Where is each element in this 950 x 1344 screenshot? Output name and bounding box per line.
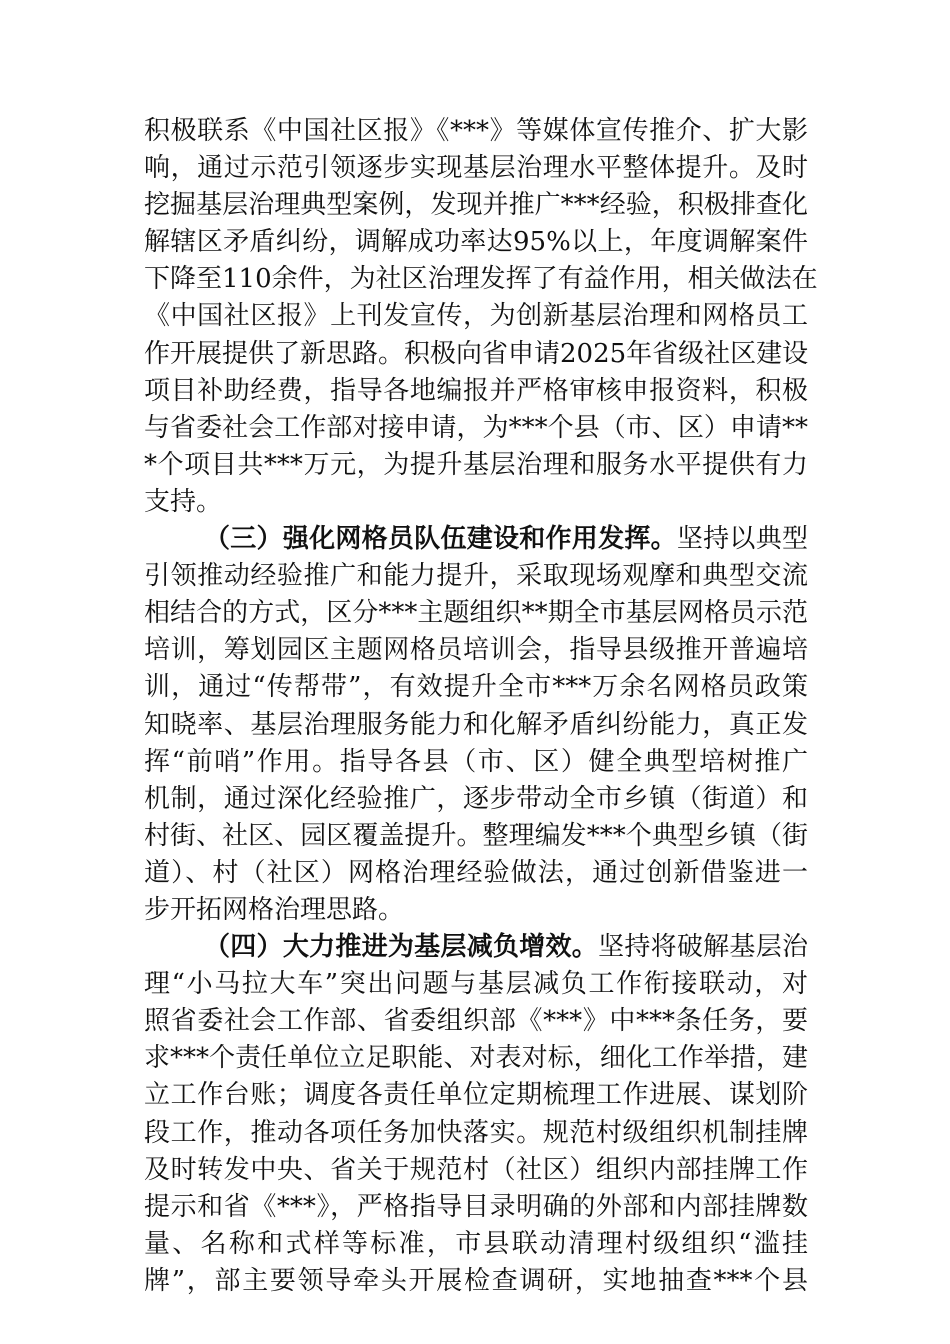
body-line: 机制，通过深化经验推广，逐步带动全市乡镇（街道）和 (144, 783, 808, 814)
body-line: 段工作，推动各项任务加快落实。规范村级组织机制挂牌 (144, 1117, 808, 1148)
body-line: 道）、村（社区）网格治理经验做法，通过创新借鉴进一 (144, 857, 808, 888)
body-text: 坚持以典型 (676, 524, 808, 555)
body-line: 下降至110余件，为社区治理发挥了有益作用，相关做法在 (144, 264, 818, 295)
body-line: 解辖区矛盾纠纷，调解成功率达95%以上，年度调解案件 (144, 227, 808, 258)
body-line: 牌”，部主要领导牵头开展检查调研，实地抽查***个县 (144, 1265, 808, 1296)
body-line: 求***个责任单位立足职能、对表对标，细化工作举措，建 (144, 1043, 808, 1074)
body-line: 提示和省《***》，严格指导目录明确的外部和内部挂牌数 (144, 1191, 808, 1222)
body-line: 知晓率、基层治理服务能力和化解矛盾纠纷能力，真正发 (144, 709, 808, 740)
body-line: 挥“前哨”作用。指导各县（市、区）健全典型培树推广 (144, 746, 808, 777)
body-line: 训，通过“传帮带”，有效提升全市***万余名网格员政策 (144, 672, 808, 703)
body-line: 响，通过示范引领逐步实现基层治理水平整体提升。及时 (144, 153, 808, 184)
body-line: 挖掘基层治理典型案例，发现并推广***经验，积极排查化 (144, 190, 808, 221)
document-body (144, 113, 818, 1300)
section-heading-line (144, 929, 808, 966)
body-line: 理“小马拉大车”突出问题与基层减负工作衔接联动，对 (144, 969, 808, 1000)
body-line: 作开展提供了新思路。积极向省申请2025年省级社区建设 (144, 338, 809, 369)
body-line: 《中国社区报》上刊发宣传，为创新基层治理和网格员工 (144, 301, 808, 332)
body-line: 培训，筹划园区主题网格员培训会，指导县级推开普遍培 (144, 635, 808, 666)
body-line: 支持。 (144, 486, 223, 517)
body-line: 项目补助经费，指导各地编报并严格审核申报资料，积极 (144, 375, 808, 406)
body-line: 照省委社会工作部、省委组织部《***》中***条任务，要 (144, 1006, 808, 1037)
section-heading: （三）强化网格员队伍建设和作用发挥。 (204, 524, 677, 555)
body-line: 村街、社区、园区覆盖提升。整理编发***个典型乡镇（街 (144, 820, 808, 851)
body-line: 步开拓网格治理思路。 (144, 894, 405, 925)
section-heading-line (144, 521, 808, 558)
body-line: 与省委社会工作部对接申请，为***个县（市、区）申请** (144, 412, 808, 443)
body-line: 引领推动经验推广和能力提升，采取现场观摩和典型交流 (144, 561, 808, 592)
body-line: 量、名称和式样等标准，市县联动清理村级组织“滥挂 (144, 1228, 808, 1259)
body-line: *个项目共***万元，为提升基层治理和服务水平提供有力 (144, 449, 808, 480)
body-line: 及时转发中央、省关于规范村（社区）组织内部挂牌工作 (144, 1154, 808, 1185)
body-line: 积极联系《中国社区报》《***》等媒体宣传推介、扩大影 (144, 116, 808, 146)
body-line: 立工作台账；调度各责任单位定期梳理工作进展、谋划阶 (144, 1080, 808, 1111)
body-text: 坚持将破解基层治 (598, 932, 808, 963)
body-line: 相结合的方式，区分***主题组织**期全市基层网格员示范 (144, 598, 808, 629)
section-heading: （四）大力推进为基层减负增效。 (204, 932, 599, 963)
